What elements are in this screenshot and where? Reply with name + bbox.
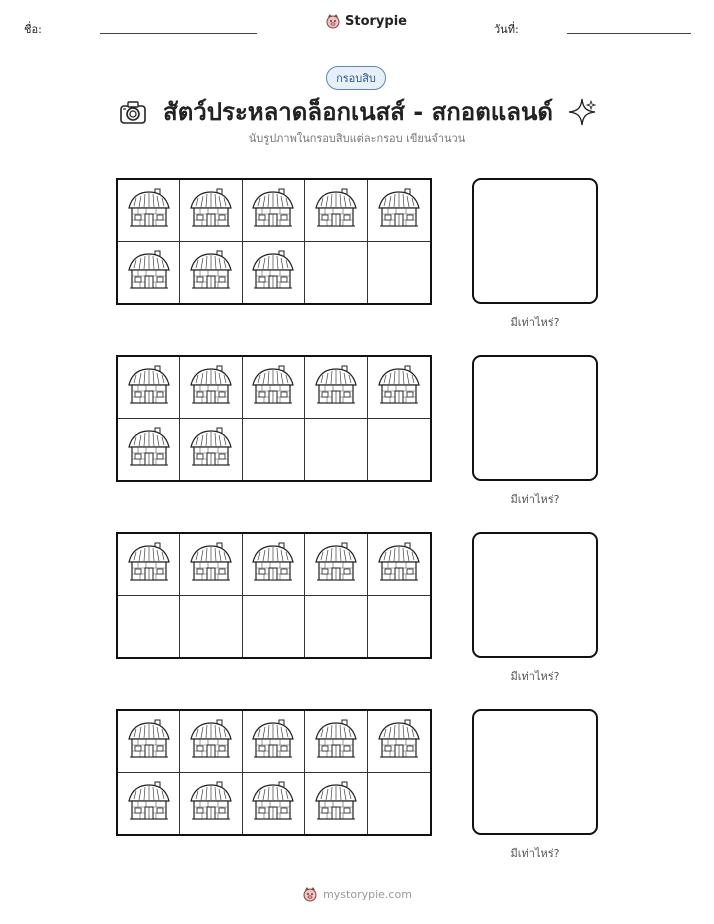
thatched-cottage-icon [250, 717, 296, 765]
frame-cell [305, 711, 367, 773]
answer-box[interactable] [472, 178, 598, 304]
frame-cell [305, 419, 367, 481]
thatched-cottage-icon [313, 540, 359, 588]
title-row [0, 92, 714, 131]
thatched-cottage-icon [188, 540, 234, 588]
thatched-cottage-icon [313, 363, 359, 411]
pig-mascot-icon [302, 886, 318, 902]
name-line[interactable] [100, 33, 257, 34]
thatched-cottage-icon [188, 248, 234, 296]
page-title: สัตว์ประหลาดล็อกเนสส์ - สกอตแลนด์ [163, 98, 553, 126]
frame-cell [180, 711, 242, 773]
thatched-cottage-icon [250, 248, 296, 296]
frame-cell [118, 357, 180, 419]
frame-cell [180, 357, 242, 419]
date-label: วันที่: [494, 23, 519, 36]
thatched-cottage-icon [313, 779, 359, 827]
ten-frame [116, 355, 432, 482]
date-line[interactable] [567, 33, 691, 34]
question-label: มีเท่าไหร่? [510, 847, 560, 860]
frame-cell [243, 180, 305, 242]
frame-cell [368, 773, 430, 835]
frame-cell [243, 242, 305, 304]
footer [0, 886, 714, 902]
thatched-cottage-icon [313, 717, 359, 765]
footer-url: mystorypie.com [323, 887, 412, 901]
frame-cell [368, 357, 430, 419]
sparkle-icon [567, 97, 597, 127]
frame-cell [180, 773, 242, 835]
thatched-cottage-icon [126, 779, 172, 827]
frame-cell [118, 773, 180, 835]
ten-frame [116, 709, 432, 836]
thatched-cottage-icon [250, 540, 296, 588]
frame-cell [368, 596, 430, 658]
question-label: มีเท่าไหร่? [510, 493, 560, 506]
thatched-cottage-icon [188, 363, 234, 411]
thatched-cottage-icon [126, 363, 172, 411]
frame-cell [118, 180, 180, 242]
thatched-cottage-icon [188, 186, 234, 234]
frame-cell [243, 357, 305, 419]
frame-cell [305, 773, 367, 835]
frame-cell [118, 711, 180, 773]
thatched-cottage-icon [376, 540, 422, 588]
thatched-cottage-icon [188, 717, 234, 765]
frame-cell [368, 419, 430, 481]
frame-cell [305, 596, 367, 658]
thatched-cottage-icon [313, 186, 359, 234]
name-label: ชื่อ: [24, 23, 42, 36]
frame-cell [243, 711, 305, 773]
frame-cell [243, 534, 305, 596]
frame-cell [243, 773, 305, 835]
frame-cell [180, 242, 242, 304]
frame-cell [180, 419, 242, 481]
question-label: มีเท่าไหร่? [510, 670, 560, 683]
question-label: มีเท่าไหร่? [510, 316, 560, 329]
frame-cell [180, 534, 242, 596]
thatched-cottage-icon [376, 186, 422, 234]
ten-frame [116, 532, 432, 659]
frame-cell [368, 711, 430, 773]
frame-cell [368, 534, 430, 596]
ten-frame [116, 178, 432, 305]
camera-icon [117, 97, 149, 127]
thatched-cottage-icon [376, 717, 422, 765]
frame-cell [118, 534, 180, 596]
frame-cell [118, 242, 180, 304]
frame-cell [243, 596, 305, 658]
thatched-cottage-icon [188, 425, 234, 473]
instructions: นับรูปภาพในกรอบสิบแต่ละกรอบ เขียนจำนวน [248, 132, 466, 145]
frame-cell [243, 419, 305, 481]
pig-mascot-icon [325, 13, 341, 29]
frame-cell [305, 534, 367, 596]
thatched-cottage-icon [188, 779, 234, 827]
frame-cell [180, 180, 242, 242]
thatched-cottage-icon [126, 248, 172, 296]
frame-cell [118, 596, 180, 658]
thatched-cottage-icon [126, 425, 172, 473]
answer-box[interactable] [472, 709, 598, 835]
brand-name: Storypie [345, 13, 407, 29]
frame-cell [368, 242, 430, 304]
frame-cell [305, 242, 367, 304]
answer-box[interactable] [472, 532, 598, 658]
frame-cell [118, 419, 180, 481]
answer-box[interactable] [472, 355, 598, 481]
thatched-cottage-icon [126, 186, 172, 234]
thatched-cottage-icon [250, 779, 296, 827]
thatched-cottage-icon [250, 186, 296, 234]
frame-cell [368, 180, 430, 242]
thatched-cottage-icon [126, 540, 172, 588]
frame-cell [305, 180, 367, 242]
thatched-cottage-icon [250, 363, 296, 411]
brand-logo [325, 13, 407, 29]
thatched-cottage-icon [376, 363, 422, 411]
thatched-cottage-icon [126, 717, 172, 765]
category-badge: กรอบสิบ [326, 66, 386, 90]
frame-cell [180, 596, 242, 658]
frame-cell [305, 357, 367, 419]
